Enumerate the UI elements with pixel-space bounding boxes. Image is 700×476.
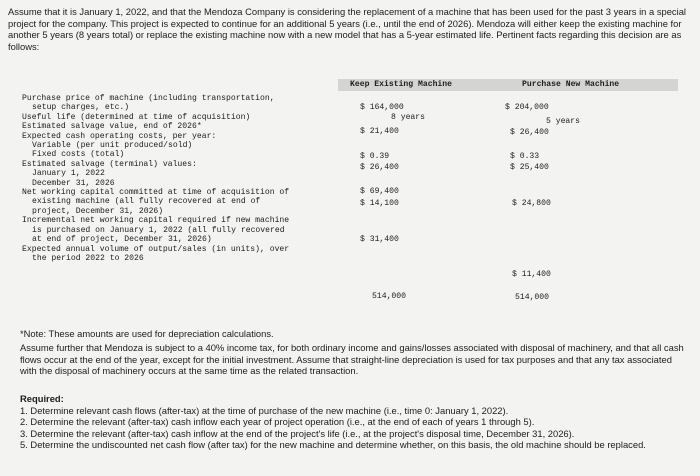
keep-fixed: $ 26,400	[360, 163, 399, 172]
required-item: 1. Determine relevant cash flows (after-tax) at the time of purchase of the new machine (i.e., time 0: January 1, 2022).	[20, 404, 509, 416]
purchase-variable: $ 0.33	[510, 152, 540, 161]
required-section	[20, 393, 686, 451]
label-inc-nwc-cont2: at end of project, December 31, 2026)	[32, 235, 212, 245]
purchase-est-salvage: $ 26,400	[510, 128, 549, 137]
label-purchase-price-cont: setup charges, etc.)	[32, 103, 130, 113]
label-inc-nwc-cont: is purchased on January 1, 2022 (all fully recovered	[32, 225, 285, 235]
label-est-salvage: Estimated salvage value, end of 2026*	[22, 122, 202, 132]
row-labels	[22, 94, 342, 263]
label-variable: Variable (per unit produced/sold)	[32, 141, 193, 151]
label-useful-life: Useful life (determined at time of acquisition)	[22, 112, 251, 122]
keep-useful-life: 8 years	[391, 113, 425, 122]
label-nwc-cont2: project, December 31, 2026)	[32, 206, 164, 216]
keep-dec-2026: $ 14,100	[360, 199, 399, 208]
label-nwc-cont: existing machine (all fully recovered at end of	[32, 197, 261, 207]
label-expected-cash: Expected cash operating costs, per year:	[22, 131, 217, 141]
purchase-volume: 514,000	[515, 293, 549, 302]
label-fixed: Fixed costs (total)	[32, 150, 125, 160]
required-item: 2. Determine the relevant (after-tax) cash inflow each year of project operation (i.e., at the end of each of years 1 through 5).	[20, 416, 535, 428]
keep-jan-2022: $ 69,400	[360, 187, 399, 196]
purchase-inc-nwc: $ 11,400	[512, 270, 551, 279]
tax-assumption-paragraph: Assume further that Mendoza is subject to a 40% income tax, for both ordinary income and gains/losses associated with disposal of machinery, and that all cash flows occur at the end of the year, except for the initial investment. Assume that straight-line depreciation is used for tax purposes and that any tax associated with the disposal of machinery occurs at the same time as the related transaction.	[20, 342, 684, 377]
keep-purchase-price: $ 164,000	[360, 103, 404, 112]
purchase-dec-2026: $ 24,800	[512, 199, 551, 208]
purchase-new-header: Purchase New Machine	[522, 80, 620, 89]
label-jan-2022: January 1, 2022	[32, 169, 105, 179]
table-header	[338, 79, 678, 91]
keep-est-salvage: $ 21,400	[360, 127, 399, 136]
purchase-fixed: $ 25,400	[510, 163, 549, 172]
label-dec-2026: December 31, 2026	[32, 178, 115, 188]
purchase-useful-life: 5 years	[546, 117, 580, 126]
keep-nwc: $ 31,400	[360, 235, 399, 244]
label-inc-nwc: Incremental net working capital required if new machine	[22, 216, 290, 226]
label-volume: Expected annual volume of output/sales (in units), over	[22, 244, 290, 254]
depreciation-note: *Note: These amounts are used for depreciation calculations.	[20, 328, 274, 339]
label-est-salvage-terminal: Estimated salvage (terminal) values:	[22, 159, 197, 169]
label-purchase-price: Purchase price of machine (including transportation,	[22, 94, 275, 103]
keep-existing-header: Keep Existing Machine	[350, 80, 452, 89]
purchase-purchase-price: $ 204,000	[505, 103, 549, 112]
required-item: 3. Determine the relevant (after-tax) cash inflow at the end of the project's life (i.e., at the project's disposal time, December 31, 2026).	[20, 427, 575, 439]
label-volume-cont: the period 2022 to 2026	[32, 253, 144, 263]
required-item: 5. Determine the undiscounted net cash flow (after tax) for the new machine and determine whether, on this basis, the old machine should be replaced.	[20, 439, 646, 451]
keep-volume: 514,000	[372, 292, 406, 301]
required-heading: Required:	[20, 393, 64, 404]
intro-paragraph: Assume that it is January 1, 2022, and that the Mendoza Company is considering the replacement of a machine that has been used for the past 3 years in a special project for the company. This project is expected to continue for an additional 5 years (i.e., until the end of 2026). Mendoza will either keep the existing machine for another 5 years (8 years total) or replace the existing machine now with a new model that has a 5-year estimated life. Pertinent facts regarding this decision are as follows:	[8, 6, 687, 52]
keep-variable: $ 0.39	[360, 152, 390, 161]
label-nwc: Net working capital committed at time of acquisition of	[22, 188, 290, 198]
